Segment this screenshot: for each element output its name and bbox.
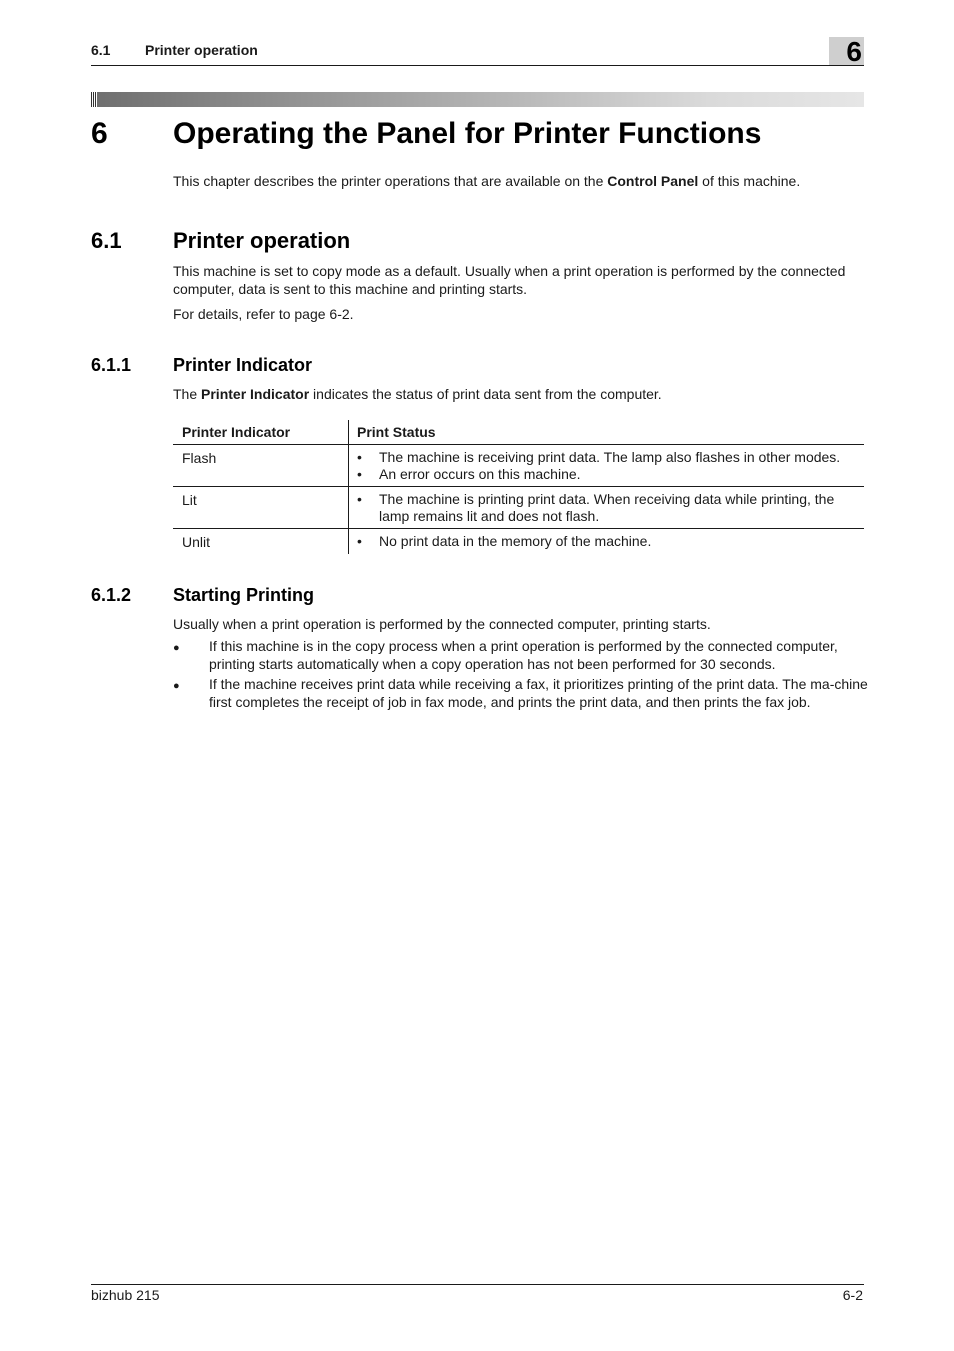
chapter-intro xyxy=(173,172,868,190)
bullet-dot-icon: ● xyxy=(173,642,180,654)
list-item xyxy=(173,637,868,673)
table-row xyxy=(173,445,864,487)
chapter-tab-number: 6 xyxy=(829,37,864,65)
printer-indicator-table xyxy=(173,420,864,554)
chapter-intro-bold: Control Panel xyxy=(607,173,699,189)
status-text: An error occurs on this machine. xyxy=(379,465,581,482)
table-divider xyxy=(348,445,349,486)
list-item-text: If the machine receives print data while receiving a fax, it prioritizes printing of the print data. The ma-chine first completes the receipt of job in fax mode, and prints the print data, and then prints the fax job. xyxy=(209,676,868,710)
chapter-number: 6 xyxy=(91,117,108,150)
chapter-gradient-bar xyxy=(91,92,864,107)
status-cell xyxy=(357,491,857,524)
status-cell xyxy=(357,449,857,482)
chapter-bar-stripes xyxy=(91,92,97,107)
section-6-1-2-number: 6.1.2 xyxy=(91,585,132,605)
section-6-1-1-number: 6.1.1 xyxy=(91,355,132,375)
chapter-intro-text: This chapter describes the printer operations that are available on the xyxy=(173,173,608,189)
section-6-1-reference: For details, refer to page 6-2. xyxy=(173,306,354,322)
running-header-section-title: Printer operation xyxy=(145,42,258,58)
bullet-dot-icon: • xyxy=(357,491,362,507)
bullet-dot-icon: • xyxy=(357,449,362,465)
footer-rule xyxy=(91,1284,864,1285)
bullet-dot-icon: • xyxy=(357,465,362,482)
indicator-cell: Unlit xyxy=(182,534,211,550)
bullet-dot-icon: ● xyxy=(173,680,180,692)
section-6-1-title: Printer operation xyxy=(173,228,351,253)
status-text: The machine is printing print data. When receiving data while printing, the lamp remains lit and does not flash. xyxy=(379,491,835,524)
list-item xyxy=(173,675,868,711)
chapter-intro-text-end: of this machine. xyxy=(698,173,801,189)
table-header-row xyxy=(173,420,864,445)
status-bullet xyxy=(357,466,857,483)
chapter-title: Operating the Panel for Printer Functions xyxy=(173,117,762,150)
table-divider xyxy=(348,420,349,444)
indicator-cell: Flash xyxy=(182,450,217,466)
status-text: No print data in the memory of the machine. xyxy=(379,533,652,549)
status-cell xyxy=(357,533,857,550)
status-bullet xyxy=(357,533,857,550)
status-bullet xyxy=(357,449,857,466)
section-6-1-paragraph: This machine is set to copy mode as a default. Usually when a print operation is performed by the connected computer, data is sent to this machine and printing starts. xyxy=(173,263,846,297)
table-header-status: Print Status xyxy=(357,424,436,440)
indicator-intro-text-end: indicates the status of print data sent from the computer. xyxy=(309,386,662,402)
section-6-1-number: 6.1 xyxy=(91,228,122,253)
footer-page-number: 6-2 xyxy=(842,1287,863,1303)
status-text: The machine is receiving print data. The lamp also flashes in other modes. xyxy=(379,449,841,465)
table-row xyxy=(173,487,864,529)
section-6-1-2-title: Starting Printing xyxy=(173,585,314,605)
section-6-1-2-intro: Usually when a print operation is performed by the connected computer, printing starts. xyxy=(173,616,711,632)
table-divider xyxy=(348,529,349,554)
table-row xyxy=(173,529,864,554)
list-item-text: If this machine is in the copy process when a print operation is performed by the connected computer, printing starts automatically when a copy operation has not been performed for 30 seconds. xyxy=(209,638,838,672)
bullet-dot-icon: • xyxy=(357,533,362,549)
table-header-indicator: Printer Indicator xyxy=(182,424,291,440)
header-rule xyxy=(91,65,864,66)
indicator-intro-bold: Printer Indicator xyxy=(201,386,310,402)
section-6-1-1-title: Printer Indicator xyxy=(173,355,313,375)
status-bullet xyxy=(357,491,857,524)
indicator-intro-text: The xyxy=(173,386,202,402)
indicator-cell: Lit xyxy=(182,492,197,508)
section-6-1-1-intro xyxy=(173,385,868,403)
running-header-section-number: 6.1 xyxy=(91,42,111,58)
table-divider xyxy=(348,487,349,528)
footer-product-name: bizhub 215 xyxy=(91,1287,160,1303)
